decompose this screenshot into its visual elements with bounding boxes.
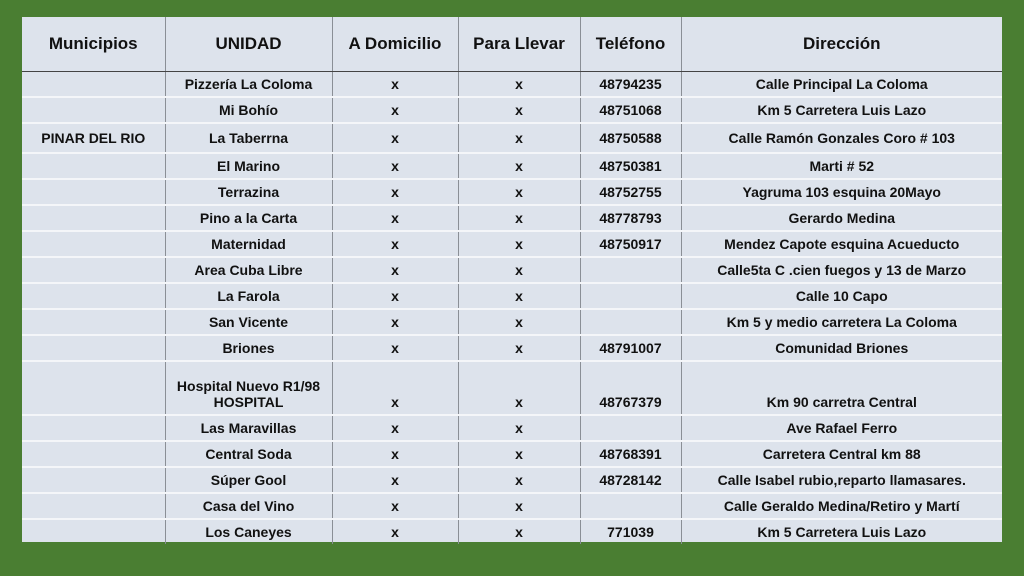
table-row — [22, 257, 1002, 283]
direccion-cell: Km 5 Carretera Luis Lazo — [681, 97, 1002, 123]
municipio-cell — [22, 205, 165, 231]
unidad-line-1: Hospital Nuevo R1/98 — [176, 378, 321, 394]
table-row — [22, 361, 1002, 415]
domicilio-cell: x — [332, 97, 458, 123]
llevar-cell: x — [458, 361, 580, 415]
llevar-cell: x — [458, 283, 580, 309]
domicilio-cell: x — [332, 283, 458, 309]
telefono-cell: 48767379 — [580, 361, 681, 415]
unidad-cell: Súper Gool — [165, 467, 332, 493]
domicilio-cell: x — [332, 153, 458, 179]
table-row — [22, 415, 1002, 441]
direccion-cell: Yagruma 103 esquina 20Mayo — [681, 179, 1002, 205]
unidad-cell: La Taberrna — [165, 123, 332, 153]
header-municipios: Municipios — [22, 17, 165, 72]
unidad-cell: Area Cuba Libre — [165, 257, 332, 283]
header-row — [22, 17, 1002, 72]
telefono-cell — [580, 493, 681, 519]
domicilio-cell: x — [332, 335, 458, 361]
direccion-cell: Marti # 52 — [681, 153, 1002, 179]
table-row — [22, 467, 1002, 493]
restaurant-table-frame — [22, 17, 1002, 542]
llevar-cell: x — [458, 441, 580, 467]
direccion-cell: Km 90 carretra Central — [681, 361, 1002, 415]
domicilio-cell: x — [332, 361, 458, 415]
telefono-cell: 48752755 — [580, 179, 681, 205]
table-row — [22, 441, 1002, 467]
municipio-cell — [22, 519, 165, 544]
domicilio-cell: x — [332, 309, 458, 335]
unidad-cell: La Farola — [165, 283, 332, 309]
direccion-cell: Calle Principal La Coloma — [681, 72, 1002, 98]
unidad-cell: Maternidad — [165, 231, 332, 257]
unidad-line-2: HOSPITAL — [213, 394, 284, 410]
telefono-cell — [580, 415, 681, 441]
domicilio-cell: x — [332, 519, 458, 544]
direccion-cell: Km 5 y medio carretera La Coloma — [681, 309, 1002, 335]
domicilio-cell: x — [332, 205, 458, 231]
direccion-cell: Carretera Central km 88 — [681, 441, 1002, 467]
municipio-cell — [22, 153, 165, 179]
telefono-cell — [580, 309, 681, 335]
table-row — [22, 309, 1002, 335]
llevar-cell: x — [458, 205, 580, 231]
table-row — [22, 335, 1002, 361]
direccion-cell: Calle Geraldo Medina/Retiro y Martí — [681, 493, 1002, 519]
unidad-cell: Mi Bohío — [165, 97, 332, 123]
header-direccion: Dirección — [681, 17, 1002, 72]
table-row — [22, 231, 1002, 257]
direccion-cell: Mendez Capote esquina Acueducto — [681, 231, 1002, 257]
unidad-cell: Central Soda — [165, 441, 332, 467]
municipio-cell — [22, 361, 165, 415]
telefono-cell: 48728142 — [580, 467, 681, 493]
unidad-cell: Casa del Vino — [165, 493, 332, 519]
direccion-cell: Calle 10 Capo — [681, 283, 1002, 309]
direccion-cell: Km 5 Carretera Luis Lazo — [757, 524, 927, 540]
llevar-cell: x — [458, 72, 580, 98]
municipio-cell — [22, 335, 165, 361]
domicilio-cell: x — [332, 493, 458, 519]
municipio-cell — [22, 493, 165, 519]
municipio-cell — [22, 72, 165, 98]
table-row — [22, 493, 1002, 519]
telefono-cell: 771039 — [580, 519, 681, 544]
municipio-cell: PINAR DEL RIO — [22, 123, 165, 153]
domicilio-cell: x — [332, 123, 458, 153]
unidad-cell: El Marino — [165, 153, 332, 179]
telefono-cell: 48750917 — [580, 231, 681, 257]
llevar-cell: x — [458, 493, 580, 519]
direccion-cell: Calle Isabel rubio,reparto llamasares. — [681, 467, 1002, 493]
domicilio-cell: x — [332, 467, 458, 493]
llevar-cell: x — [458, 519, 580, 544]
telefono-cell: 48768391 — [580, 441, 681, 467]
municipio-cell — [22, 257, 165, 283]
llevar-cell: x — [458, 415, 580, 441]
domicilio-cell: x — [332, 72, 458, 98]
telefono-cell — [580, 257, 681, 283]
restaurant-table — [22, 17, 1002, 544]
table-row — [22, 153, 1002, 179]
unidad-cell: Pizzería La Coloma — [165, 72, 332, 98]
telefono-cell: 48794235 — [580, 72, 681, 98]
domicilio-cell: x — [332, 441, 458, 467]
telefono-cell: 48791007 — [580, 335, 681, 361]
unidad-cell: San Vicente — [165, 309, 332, 335]
unidad-cell: Los Caneyes — [165, 519, 332, 544]
table-row — [22, 72, 1002, 98]
municipio-cell — [22, 441, 165, 467]
unidad-cell — [165, 361, 332, 415]
table-row — [22, 205, 1002, 231]
domicilio-cell: x — [332, 231, 458, 257]
llevar-cell: x — [458, 97, 580, 123]
header-unidad: UNIDAD — [165, 17, 332, 72]
municipio-cell — [22, 467, 165, 493]
municipio-cell — [22, 309, 165, 335]
telefono-cell: 48750381 — [580, 153, 681, 179]
table-row — [22, 179, 1002, 205]
municipio-cell — [22, 283, 165, 309]
domicilio-cell: x — [332, 257, 458, 283]
llevar-cell: x — [458, 335, 580, 361]
table-row — [22, 283, 1002, 309]
telefono-cell: 48778793 — [580, 205, 681, 231]
telefono-cell: 48751068 — [580, 97, 681, 123]
llevar-cell: x — [458, 153, 580, 179]
municipio-cell — [22, 415, 165, 441]
unidad-cell: Pino a la Carta — [165, 205, 332, 231]
table-row — [22, 123, 1002, 153]
llevar-cell: x — [458, 123, 580, 153]
unidad-cell: Las Maravillas — [165, 415, 332, 441]
llevar-cell: x — [458, 179, 580, 205]
llevar-cell: x — [458, 309, 580, 335]
header-a-domicilio: A Domicilio — [332, 17, 458, 72]
table-row — [22, 97, 1002, 123]
domicilio-cell: x — [332, 415, 458, 441]
unidad-cell: Terrazina — [165, 179, 332, 205]
llevar-cell: x — [458, 467, 580, 493]
direccion-cell: Gerardo Medina — [681, 205, 1002, 231]
header-para-llevar: Para Llevar — [458, 17, 580, 72]
llevar-cell: x — [458, 231, 580, 257]
telefono-cell — [580, 283, 681, 309]
municipio-cell — [22, 97, 165, 123]
direccion-cell: Calle Ramón Gonzales Coro # 103 — [681, 123, 1002, 153]
telefono-cell: 48750588 — [580, 123, 681, 153]
direccion-cell: Ave Rafael Ferro — [681, 415, 1002, 441]
direccion-cell: Calle5ta C .cien fuegos y 13 de Marzo — [681, 257, 1002, 283]
unidad-cell: Briones — [165, 335, 332, 361]
direccion-cell: Comunidad Briones — [681, 335, 1002, 361]
header-telefono: Teléfono — [580, 17, 681, 72]
municipio-cell — [22, 231, 165, 257]
domicilio-cell: x — [332, 179, 458, 205]
table-row — [22, 519, 1002, 544]
municipio-cell — [22, 179, 165, 205]
llevar-cell: x — [458, 257, 580, 283]
